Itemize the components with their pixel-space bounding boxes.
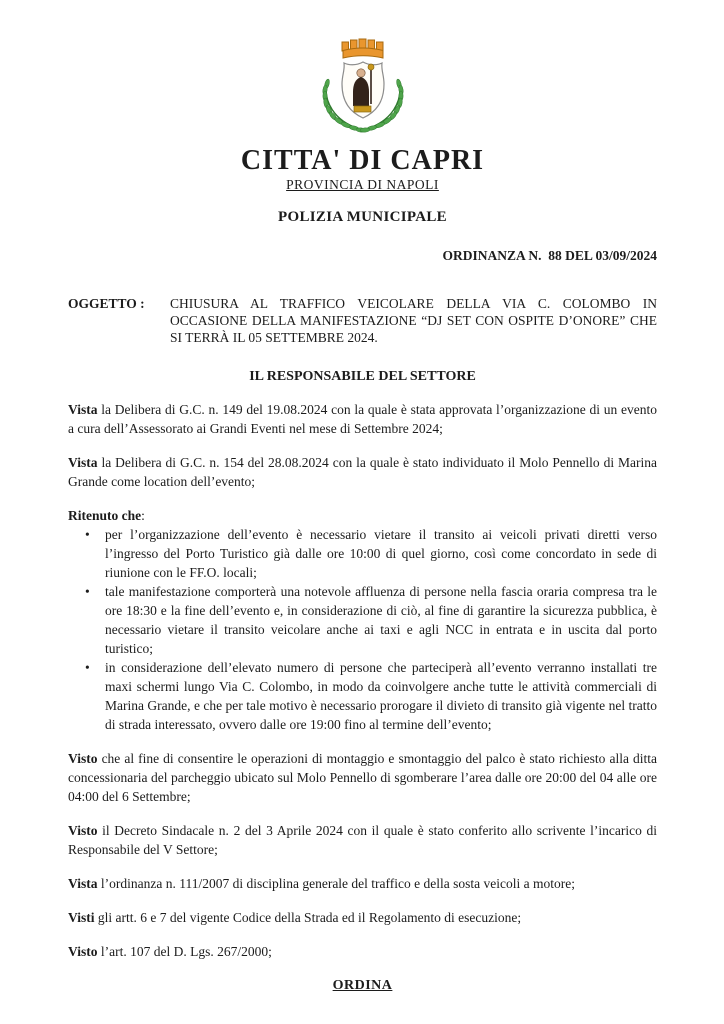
ritenuto-bullet-list	[68, 525, 657, 734]
conclusion-lead: Vista	[68, 876, 98, 891]
conclusion-text: il Decreto Sindacale n. 2 del 3 Aprile 2024 con il quale è stato conferito allo scrivente l’incarico di Responsabile del V Settore;	[68, 823, 658, 857]
bullet-icon: •	[85, 660, 90, 675]
ritenuto-label: Ritenuto che:	[68, 508, 145, 523]
conclusion-lead: Visti	[68, 910, 95, 925]
city-title: CITTA' DI CAPRI	[240, 145, 485, 176]
conclusion-text: l’ordinanza n. 111/2007 di disciplina generale del traffico e della sosta veicoli a motore;	[100, 876, 575, 891]
conclusion-paragraph	[68, 749, 657, 806]
city-coat-of-arms	[301, 26, 425, 140]
list-item	[85, 525, 657, 582]
bullet-icon: •	[85, 584, 90, 599]
conclusion-lead: Visto	[68, 944, 98, 959]
province-subtitle: PROVINCIA DI NAPOLI	[286, 177, 439, 192]
mural-crown-icon	[342, 39, 383, 58]
premise-paragraph	[68, 400, 657, 438]
conclusion-paragraph	[68, 908, 657, 927]
conclusion-paragraph	[68, 942, 657, 961]
premise-lead: Vista	[68, 455, 98, 470]
department-title: POLIZIA MUNICIPALE	[278, 209, 447, 225]
conclusion-text: che al fine di consentire le operazioni di montaggio e smontaggio del palco è stato richiesto alla ditta concessionaria del parcheggio ubicato sul Molo Pennello di sgomberare l’area dalle ore 20:00 del 04 alle ore 04:00 del 6 Settembre;	[68, 751, 658, 804]
premise-text: la Delibera di G.C. n. 154 del 28.08.2024 con la quale è stato individuato il Molo Pennello di Marina Grande come location dell’evento;	[68, 455, 657, 489]
premise-text: la Delibera di G.C. n. 149 del 19.08.2024 con la quale è stata approvata l’organizzazione di un evento a cura dell’Assessorato ai Grandi Eventi nel mese di Settembre 2024;	[68, 402, 658, 436]
subject-text: CHIUSURA AL TRAFFICO VEICOLARE DELLA VIA C. COLOMBO IN OCCASIONE DELLA MANIFESTAZIONE “DJ SET CON OSPITE D’ONORE” CHE SI TERRÀ IL 05 SETTEMBRE 2024.	[170, 296, 657, 345]
conclusion-text: l’art. 107 del D. Lgs. 267/2000;	[100, 944, 272, 959]
conclusion-paragraph	[68, 821, 657, 859]
premise-lead: Vista	[68, 402, 98, 417]
subject-label: OGGETTO :	[68, 296, 145, 311]
bullet-text: tale manifestazione comporterà una notevole affluenza di persone nella fascia oraria compresa tra le ore 18:30 e la fine dell’evento e, in considerazione di ciò, al fine di garantire la sicurezza pubblica, è necessario vietare il transito veicolare anche ai taxi e agli NCC in entrata e in uscita dal porto turistico;	[105, 584, 657, 656]
bullet-icon: •	[85, 527, 90, 542]
conclusion-paragraph	[68, 874, 657, 893]
ordinance-number: ORDINANZA N. 88 DEL 03/09/2024	[442, 248, 657, 263]
subject-section	[68, 295, 657, 346]
bullet-text: in considerazione dell’elevato numero di persone che parteciperà all’evento verranno installati tre maxi schermi lungo Via C. Colombo, in modo da coinvolgere anche tutte le attività commerciali di Marina Grande, e che per tale motivo è necessario prorogare il divieto di transito già vigente nel tratto di strada interessato, ovvero dalle ore 19:00 fino al termine dell’evento;	[105, 660, 657, 732]
premise-paragraph	[68, 453, 657, 491]
ordina-heading: ORDINA	[332, 978, 393, 993]
responsabile-heading: IL RESPONSABILE DEL SETTORE	[249, 369, 476, 384]
list-item	[85, 658, 657, 734]
bullet-text: per l’organizzazione dell’evento è necessario vietare il transito ai veicoli privati diretti verso l’ingresso del Porto Turistico già dalle ore 10:00 di quel giorno, così come concordato in sede di riunione con le FF.O. locali;	[105, 527, 657, 580]
conclusion-lead: Visto	[68, 751, 98, 766]
conclusion-lead: Visto	[68, 823, 98, 838]
list-item	[85, 582, 657, 658]
conclusion-text: gli artt. 6 e 7 del vigente Codice della Strada ed il Regolamento di esecuzione;	[97, 910, 522, 925]
